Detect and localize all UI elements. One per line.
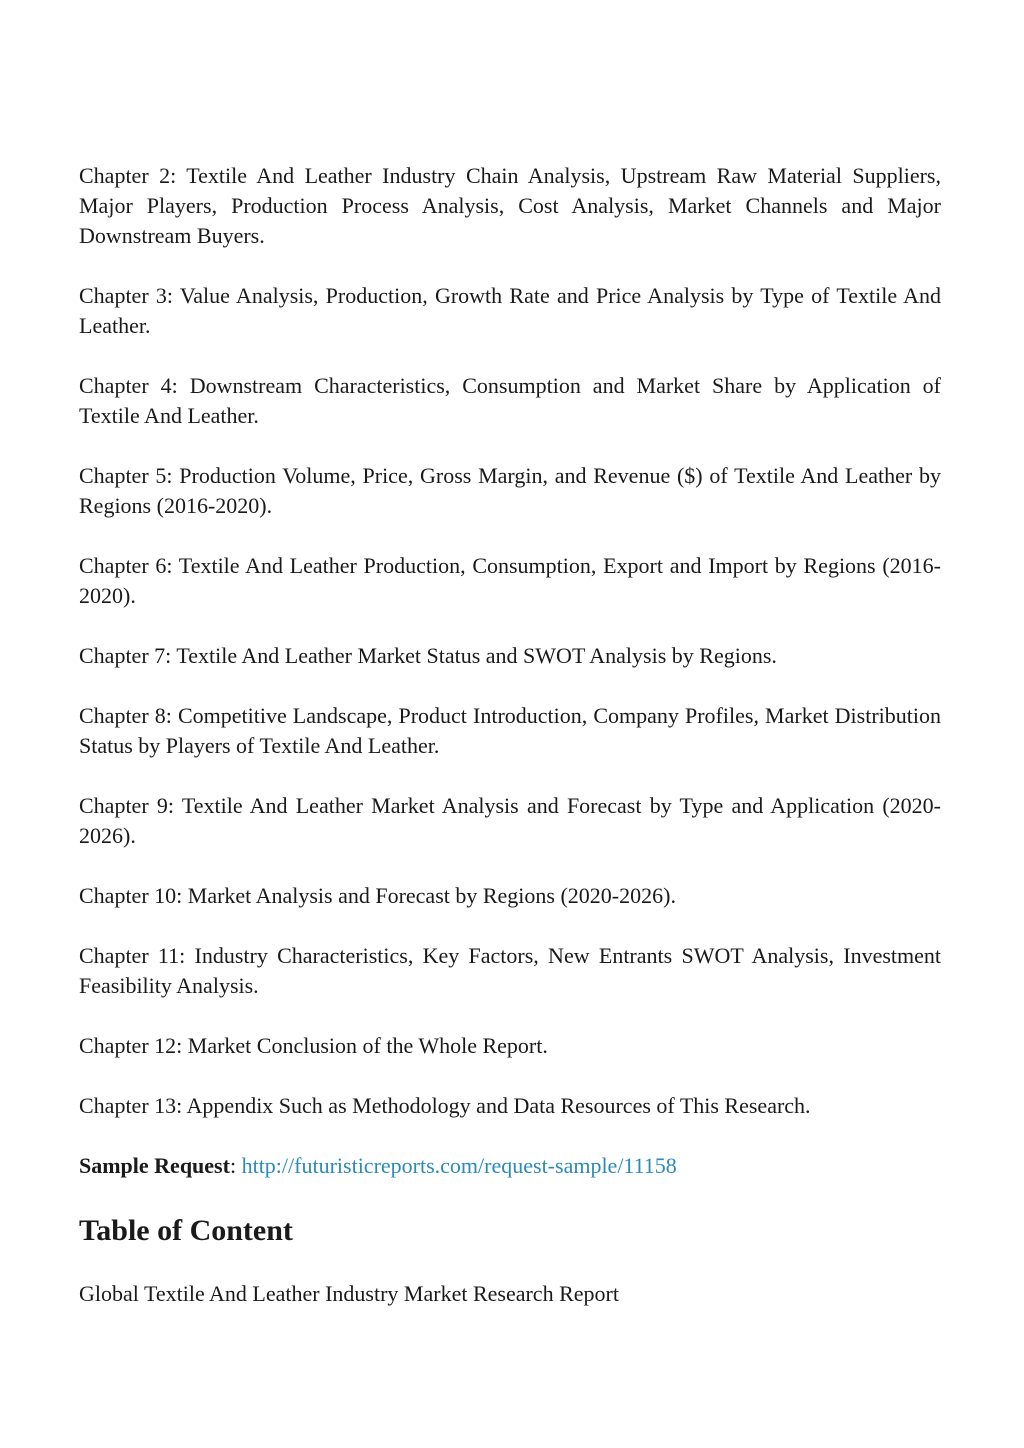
chapter-5-paragraph: Chapter 5: Production Volume, Price, Gross Margin, and Revenue ($) of Textile And Leather by Regions (2016-2020). bbox=[79, 463, 941, 518]
sample-request-link[interactable]: http://futuristicreports.com/request-sample/11158 bbox=[241, 1153, 677, 1178]
chapter-10-paragraph: Chapter 10: Market Analysis and Forecast by Regions (2020-2026). bbox=[79, 883, 676, 908]
chapter-4-paragraph: Chapter 4: Downstream Characteristics, Consumption and Market Share by Application of Textile And Leather. bbox=[79, 373, 941, 428]
chapter-6-paragraph: Chapter 6: Textile And Leather Production, Consumption, Export and Import by Regions (2016-2020). bbox=[79, 553, 941, 608]
chapter-7-paragraph: Chapter 7: Textile And Leather Market Status and SWOT Analysis by Regions. bbox=[79, 643, 777, 668]
chapter-3-paragraph: Chapter 3: Value Analysis, Production, Growth Rate and Price Analysis by Type of Textile And Leather. bbox=[79, 283, 941, 338]
chapter-11-paragraph: Chapter 11: Industry Characteristics, Key Factors, New Entrants SWOT Analysis, Investment Feasibility Analysis. bbox=[79, 943, 941, 998]
chapter-2-paragraph: Chapter 2: Textile And Leather Industry Chain Analysis, Upstream Raw Material Suppliers, Major Players, Production Process Analysis, Cost Analysis, Market Channels and Major Downstream Buyers. bbox=[79, 163, 941, 248]
document-page bbox=[79, 161, 941, 1309]
sample-request-separator: : bbox=[229, 1153, 242, 1178]
chapter-12-paragraph: Chapter 12: Market Conclusion of the Whole Report. bbox=[79, 1033, 548, 1058]
chapter-9-paragraph: Chapter 9: Textile And Leather Market Analysis and Forecast by Type and Application (2020-2026). bbox=[79, 793, 941, 848]
sample-request-line bbox=[79, 1151, 941, 1181]
report-title: Global Textile And Leather Industry Market Research Report bbox=[79, 1281, 619, 1306]
chapter-8-paragraph: Chapter 8: Competitive Landscape, Product Introduction, Company Profiles, Market Distribution Status by Players of Textile And Leather. bbox=[79, 703, 941, 758]
sample-request-label: Sample Request bbox=[79, 1153, 230, 1178]
chapter-13-paragraph: Chapter 13: Appendix Such as Methodology and Data Resources of This Research. bbox=[79, 1093, 811, 1118]
table-of-content-heading: Table of Content bbox=[79, 1214, 293, 1247]
